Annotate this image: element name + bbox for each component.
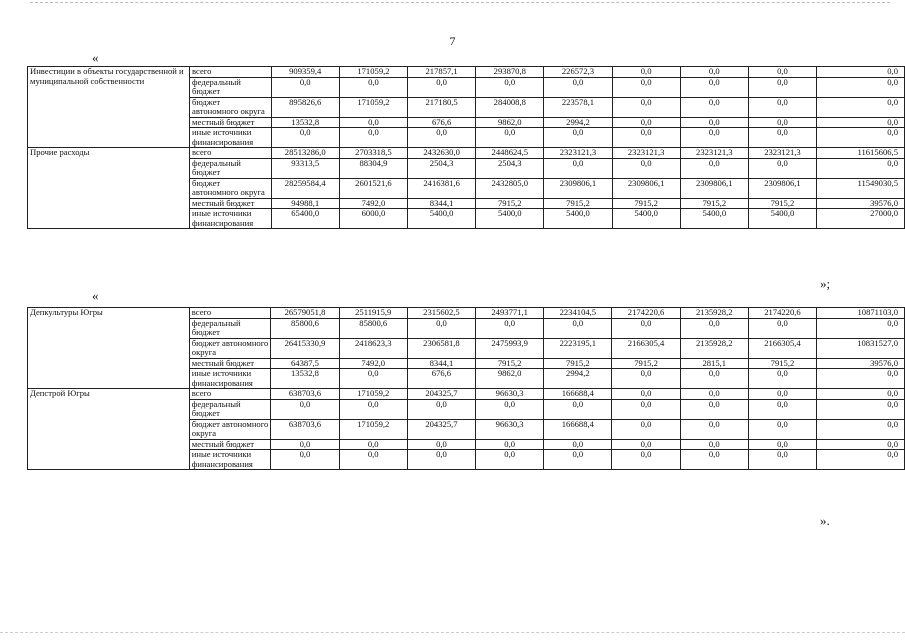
closing-quote-1: »; — [820, 276, 831, 291]
amount-cell: 223578,1 — [544, 97, 612, 117]
amount-cell: 0,0 — [748, 77, 816, 97]
amount-cell: 0,0 — [680, 77, 748, 97]
funding-source-cell: местный бюджет — [189, 358, 271, 369]
funding-source-cell: всего — [189, 389, 271, 400]
funding-source-cell: местный бюджет — [190, 198, 272, 209]
amount-cell: 2309806,1 — [748, 178, 816, 198]
amount-cell: 2504,3 — [476, 158, 544, 178]
amount-cell: 7915,2 — [476, 358, 544, 369]
amount-cell: 0,0 — [680, 158, 748, 178]
amount-cell: 2475993,9 — [476, 338, 544, 358]
amount-cell: 13532,8 — [271, 117, 339, 128]
amount-cell: 0,0 — [476, 450, 544, 470]
amount-cell: 2234104,5 — [544, 308, 612, 319]
amount-cell: 0,0 — [612, 369, 680, 389]
amount-cell: 5400,0 — [748, 209, 816, 229]
amount-cell: 0,0 — [408, 128, 476, 148]
amount-cell: 93313,5 — [271, 158, 339, 178]
program-name-cell: Депкультуры Югры — [28, 308, 190, 389]
funding-source-cell: бюджет автономного округа — [189, 419, 271, 439]
funding-source-cell: бюджет автономного округа — [189, 338, 271, 358]
amount-cell: 39576,0 — [817, 198, 905, 209]
amount-cell: 2418623,3 — [339, 338, 407, 358]
amount-cell: 0,0 — [748, 97, 816, 117]
amount-cell: 10831527,0 — [817, 338, 905, 358]
budget-table-2 — [27, 307, 905, 470]
amount-cell: 0,0 — [748, 439, 816, 450]
amount-cell: 85800,6 — [339, 318, 407, 338]
amount-cell: 2493771,1 — [476, 308, 544, 319]
amount-cell: 0,0 — [271, 77, 339, 97]
amount-cell: 5400,0 — [680, 209, 748, 229]
amount-cell: 9862,0 — [476, 369, 544, 389]
amount-cell: 10871103,0 — [817, 308, 905, 319]
amount-cell: 0,0 — [612, 67, 680, 78]
amount-cell: 2309806,1 — [612, 178, 680, 198]
amount-cell: 0,0 — [544, 439, 612, 450]
funding-source-cell: всего — [189, 308, 271, 319]
amount-cell: 0,0 — [680, 369, 748, 389]
amount-cell: 0,0 — [817, 77, 905, 97]
amount-cell: 5400,0 — [612, 209, 680, 229]
amount-cell: 0,0 — [612, 128, 680, 148]
opening-quote-2: « — [92, 288, 99, 303]
amount-cell: 638703,6 — [271, 419, 339, 439]
scan-edge-top — [30, 2, 890, 4]
amount-cell: 0,0 — [271, 128, 339, 148]
amount-cell: 5400,0 — [544, 209, 612, 229]
funding-source-cell: всего — [190, 67, 272, 78]
amount-cell: 0,0 — [339, 399, 407, 419]
amount-cell: 204325,7 — [407, 389, 475, 400]
funding-source-cell: всего — [190, 148, 272, 159]
amount-cell: 0,0 — [748, 318, 816, 338]
amount-cell: 0,0 — [748, 450, 816, 470]
amount-cell: 226572,3 — [544, 67, 612, 78]
amount-cell: 2601521,6 — [339, 178, 407, 198]
amount-cell: 0,0 — [339, 369, 407, 389]
amount-cell: 0,0 — [612, 439, 680, 450]
amount-cell: 166688,4 — [544, 419, 612, 439]
funding-source-cell: иные источники финансирования — [189, 369, 271, 389]
amount-cell: 0,0 — [612, 389, 680, 400]
amount-cell: 0,0 — [544, 450, 612, 470]
amount-cell: 0,0 — [680, 318, 748, 338]
opening-quote-1: « — [92, 50, 99, 65]
amount-cell: 638703,6 — [271, 389, 339, 400]
closing-quote-2: ». — [820, 513, 830, 528]
amount-cell: 0,0 — [748, 117, 816, 128]
amount-cell: 7915,2 — [612, 358, 680, 369]
amount-cell: 0,0 — [817, 450, 905, 470]
amount-cell: 0,0 — [544, 399, 612, 419]
amount-cell: 0,0 — [680, 117, 748, 128]
amount-cell: 0,0 — [339, 117, 407, 128]
amount-cell: 0,0 — [817, 399, 905, 419]
amount-cell: 0,0 — [544, 318, 612, 338]
amount-cell: 2504,3 — [408, 158, 476, 178]
amount-cell: 0,0 — [817, 439, 905, 450]
amount-cell: 0,0 — [817, 318, 905, 338]
amount-cell: 0,0 — [748, 158, 816, 178]
amount-cell: 0,0 — [339, 450, 407, 470]
amount-cell: 2432630,0 — [408, 148, 476, 159]
amount-cell: 2448624,5 — [476, 148, 544, 159]
amount-cell: 8344,1 — [407, 358, 475, 369]
table-row — [28, 308, 905, 319]
amount-cell: 2432805,0 — [476, 178, 544, 198]
amount-cell: 64387,5 — [271, 358, 339, 369]
amount-cell: 0,0 — [612, 450, 680, 470]
amount-cell: 0,0 — [612, 97, 680, 117]
amount-cell: 28259584,4 — [271, 178, 339, 198]
amount-cell: 0,0 — [612, 419, 680, 439]
amount-cell: 2309806,1 — [544, 178, 612, 198]
amount-cell: 2166305,4 — [612, 338, 680, 358]
amount-cell: 0,0 — [407, 318, 475, 338]
amount-cell: 7915,2 — [680, 198, 748, 209]
amount-cell: 0,0 — [817, 389, 905, 400]
amount-cell: 0,0 — [339, 128, 407, 148]
amount-cell: 0,0 — [680, 128, 748, 148]
amount-cell: 7915,2 — [544, 198, 612, 209]
amount-cell: 2323121,3 — [680, 148, 748, 159]
amount-cell: 0,0 — [271, 450, 339, 470]
amount-cell: 0,0 — [612, 77, 680, 97]
program-name-cell: Инвестиции в объекты государственной и муниципальной собственности — [28, 67, 190, 148]
amount-cell: 0,0 — [680, 97, 748, 117]
program-name-cell: Депстрой Югры — [28, 389, 190, 470]
amount-cell: 2315602,5 — [407, 308, 475, 319]
amount-cell: 0,0 — [476, 439, 544, 450]
amount-cell: 5400,0 — [476, 209, 544, 229]
amount-cell: 171059,2 — [339, 67, 407, 78]
page-number: 7 — [449, 34, 456, 48]
amount-cell: 166688,4 — [544, 389, 612, 400]
amount-cell: 96630,3 — [476, 389, 544, 400]
amount-cell: 11549030,5 — [817, 178, 905, 198]
funding-source-cell: иные источники финансирования — [189, 450, 271, 470]
amount-cell: 2174220,6 — [612, 308, 680, 319]
amount-cell: 0,0 — [544, 158, 612, 178]
amount-cell: 676,6 — [407, 369, 475, 389]
funding-source-cell: местный бюджет — [189, 439, 271, 450]
amount-cell: 7915,2 — [476, 198, 544, 209]
table-row — [28, 148, 905, 159]
amount-cell: 0,0 — [271, 439, 339, 450]
program-name-cell: Прочие расходы — [28, 148, 190, 229]
amount-cell: 39576,0 — [817, 358, 905, 369]
amount-cell: 0,0 — [748, 399, 816, 419]
amount-cell: 0,0 — [817, 419, 905, 439]
amount-cell: 9862,0 — [476, 117, 544, 128]
amount-cell: 171059,2 — [339, 97, 407, 117]
amount-cell: 26579051,8 — [271, 308, 339, 319]
amount-cell: 0,0 — [680, 439, 748, 450]
amount-cell: 7492,0 — [339, 358, 407, 369]
funding-source-cell: местный бюджет — [190, 117, 272, 128]
amount-cell: 0,0 — [817, 117, 905, 128]
amount-cell: 13532,8 — [271, 369, 339, 389]
amount-cell: 0,0 — [748, 369, 816, 389]
amount-cell: 8344,1 — [408, 198, 476, 209]
amount-cell: 28513286,0 — [271, 148, 339, 159]
amount-cell: 0,0 — [817, 67, 905, 78]
amount-cell: 0,0 — [476, 77, 544, 97]
amount-cell: 0,0 — [407, 450, 475, 470]
amount-cell: 7492,0 — [339, 198, 407, 209]
amount-cell: 909359,4 — [271, 67, 339, 78]
amount-cell: 0,0 — [407, 399, 475, 419]
amount-cell: 7915,2 — [612, 198, 680, 209]
amount-cell: 0,0 — [748, 389, 816, 400]
amount-cell: 0,0 — [680, 389, 748, 400]
amount-cell: 2174220,6 — [748, 308, 816, 319]
table-row — [28, 389, 905, 400]
amount-cell: 2994,2 — [544, 117, 612, 128]
amount-cell: 7915,2 — [748, 358, 816, 369]
amount-cell: 217180,5 — [408, 97, 476, 117]
amount-cell: 88304,9 — [339, 158, 407, 178]
amount-cell: 2166305,4 — [748, 338, 816, 358]
amount-cell: 2323121,3 — [544, 148, 612, 159]
amount-cell: 6000,0 — [339, 209, 407, 229]
amount-cell: 0,0 — [544, 128, 612, 148]
amount-cell: 217857,1 — [408, 67, 476, 78]
funding-source-cell: федеральный бюджет — [189, 318, 271, 338]
amount-cell: 11615606,5 — [817, 148, 905, 159]
amount-cell: 0,0 — [680, 419, 748, 439]
funding-source-cell: бюджет автономного округа — [190, 97, 272, 117]
amount-cell: 2223195,1 — [544, 338, 612, 358]
budget-table-1 — [27, 66, 905, 229]
amount-cell: 2309806,1 — [680, 178, 748, 198]
amount-cell: 0,0 — [817, 97, 905, 117]
amount-cell: 2416381,6 — [408, 178, 476, 198]
amount-cell: 94988,1 — [271, 198, 339, 209]
amount-cell: 2994,2 — [544, 369, 612, 389]
amount-cell: 0,0 — [476, 318, 544, 338]
amount-cell: 293870,8 — [476, 67, 544, 78]
amount-cell: 2815,1 — [680, 358, 748, 369]
amount-cell: 7915,2 — [748, 198, 816, 209]
amount-cell: 171059,2 — [339, 419, 407, 439]
amount-cell: 676,6 — [408, 117, 476, 128]
amount-cell: 0,0 — [408, 77, 476, 97]
amount-cell: 2323121,3 — [748, 148, 816, 159]
funding-source-cell: федеральный бюджет — [190, 158, 272, 178]
amount-cell: 0,0 — [339, 439, 407, 450]
amount-cell: 204325,7 — [407, 419, 475, 439]
amount-cell: 2511915,9 — [339, 308, 407, 319]
amount-cell: 0,0 — [680, 67, 748, 78]
amount-cell: 26415330,9 — [271, 338, 339, 358]
funding-source-cell: иные источники финансирования — [190, 128, 272, 148]
amount-cell: 0,0 — [407, 439, 475, 450]
amount-cell: 2703318,5 — [339, 148, 407, 159]
amount-cell: 85800,6 — [271, 318, 339, 338]
amount-cell: 96630,3 — [476, 419, 544, 439]
table-row — [28, 67, 905, 78]
amount-cell: 0,0 — [680, 399, 748, 419]
amount-cell: 2135928,2 — [680, 308, 748, 319]
amount-cell: 0,0 — [612, 158, 680, 178]
amount-cell: 0,0 — [817, 128, 905, 148]
amount-cell: 2323121,3 — [612, 148, 680, 159]
funding-source-cell: федеральный бюджет — [189, 399, 271, 419]
amount-cell: 171059,2 — [339, 389, 407, 400]
amount-cell: 27000,0 — [817, 209, 905, 229]
scan-edge-bottom — [0, 632, 905, 634]
funding-source-cell: федеральный бюджет — [190, 77, 272, 97]
amount-cell: 0,0 — [612, 318, 680, 338]
amount-cell: 0,0 — [748, 419, 816, 439]
amount-cell: 0,0 — [748, 67, 816, 78]
amount-cell: 0,0 — [271, 399, 339, 419]
amount-cell: 0,0 — [817, 158, 905, 178]
amount-cell: 0,0 — [612, 399, 680, 419]
amount-cell: 65400,0 — [271, 209, 339, 229]
amount-cell: 0,0 — [817, 369, 905, 389]
amount-cell: 284008,8 — [476, 97, 544, 117]
amount-cell: 0,0 — [476, 399, 544, 419]
amount-cell: 7915,2 — [544, 358, 612, 369]
amount-cell: 0,0 — [339, 77, 407, 97]
amount-cell: 0,0 — [748, 128, 816, 148]
amount-cell: 895826,6 — [271, 97, 339, 117]
amount-cell: 2306581,8 — [407, 338, 475, 358]
amount-cell: 0,0 — [680, 450, 748, 470]
amount-cell: 0,0 — [476, 128, 544, 148]
funding-source-cell: бюджет автономного округа — [190, 178, 272, 198]
funding-source-cell: иные источники финансирования — [190, 209, 272, 229]
amount-cell: 0,0 — [612, 117, 680, 128]
amount-cell: 2135928,2 — [680, 338, 748, 358]
amount-cell: 0,0 — [544, 77, 612, 97]
amount-cell: 5400,0 — [408, 209, 476, 229]
